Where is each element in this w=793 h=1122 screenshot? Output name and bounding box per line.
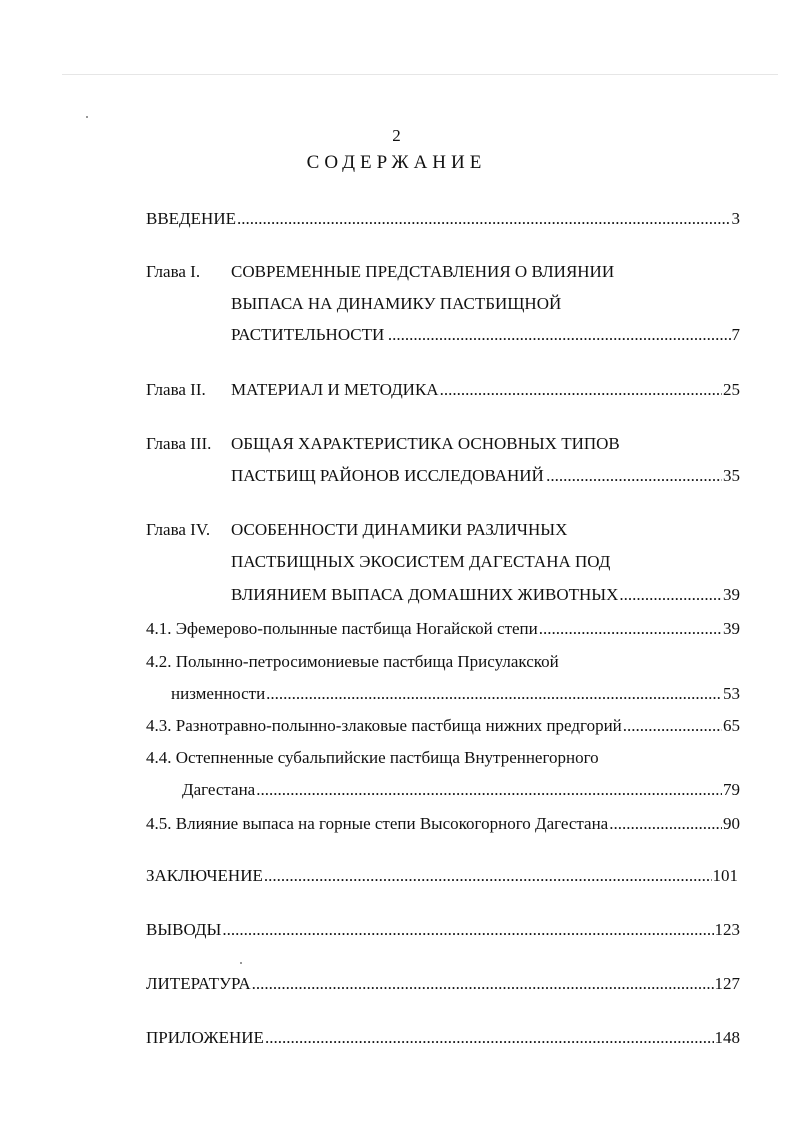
toc-entry-section-4-5[interactable]	[146, 814, 740, 834]
chapter-4-title-line-1[interactable]: ОСОБЕННОСТИ ДИНАМИКИ РАЗЛИЧНЫХ	[231, 520, 568, 539]
section-4-2-line-1[interactable]: 4.2. Полынно-петросимониевые пастбища Присулакской	[146, 652, 559, 671]
chapter-4-title-line-2[interactable]: ПАСТБИЩНЫХ ЭКОСИСТЕМ ДАГЕСТАНА ПОД	[231, 552, 611, 571]
toc-entry-text: 4.3. Разнотравно-полынно-злаковые пастбища нижних предгорий	[146, 716, 622, 735]
dot-leader	[539, 619, 722, 639]
toc-entry-text: ВЛИЯНИЕМ ВЫПАСА ДОМАШНИХ ЖИВОТНЫХ	[231, 585, 619, 604]
toc-entry-text: 4.5. Влияние выпаса на горные степи Высокогорного Дагестана	[146, 814, 609, 833]
chapter-4-label: Глава IV.	[146, 520, 211, 539]
dot-leader	[252, 974, 714, 994]
dot-leader	[264, 866, 712, 886]
toc-entry-chapter-3[interactable]	[231, 466, 740, 486]
toc-page-number: 53	[723, 684, 740, 703]
toc-entry-text: МАТЕРИАЛ И МЕТОДИКА	[231, 380, 439, 399]
page-number: 2	[392, 126, 401, 145]
toc-entry-findings[interactable]	[146, 920, 740, 940]
dot-leader	[266, 684, 722, 704]
toc-page-number: 25	[723, 380, 740, 399]
toc-entry-text: низменности	[171, 684, 266, 703]
toc-entry-chapter-2[interactable]	[231, 380, 740, 400]
dot-leader	[222, 920, 713, 940]
chapter-1-title-line-1[interactable]: СОВРЕМЕННЫЕ ПРЕДСТАВЛЕНИЯ О ВЛИЯНИИ	[231, 262, 615, 281]
toc-page-number: 7	[731, 325, 740, 344]
dot-leader	[619, 585, 722, 605]
toc-page-number: 127	[714, 974, 740, 993]
toc-page-number: 39	[723, 619, 740, 638]
dot-leader	[440, 380, 722, 400]
toc-entry-text: ВЫВОДЫ	[146, 920, 222, 939]
toc-entry-appendix[interactable]	[146, 1028, 740, 1048]
chapter-3-label: Глава III.	[146, 434, 212, 453]
toc-entry-text: ПРИЛОЖЕНИЕ	[146, 1028, 264, 1047]
section-4-4-line-1[interactable]: 4.4. Остепненные субальпийские пастбища Внутреннегорного	[146, 748, 599, 767]
toc-entry-chapter-4[interactable]	[231, 585, 740, 605]
dot-leader	[256, 780, 722, 800]
toc-entry-chapter-1[interactable]	[231, 325, 740, 345]
toc-page-number: 148	[714, 1028, 740, 1047]
toc-entry-section-4-2[interactable]	[171, 684, 740, 704]
toc-entry-text: РАСТИТЕЛЬНОСТИ	[231, 325, 385, 344]
toc-entry-text: ЗАКЛЮЧЕНИЕ	[146, 866, 263, 885]
toc-page-number: 35	[723, 466, 740, 485]
dot-leader	[609, 814, 722, 834]
toc-page-number: 90	[723, 814, 740, 833]
toc-page-number: 65	[723, 716, 740, 735]
toc-entry-intro[interactable]	[146, 209, 740, 229]
dot-leader	[237, 209, 731, 229]
chapter-3-title-line-1[interactable]: ОБЩАЯ ХАРАКТЕРИСТИКА ОСНОВНЫХ ТИПОВ	[231, 434, 620, 453]
toc-entry-section-4-4[interactable]	[182, 780, 740, 800]
toc-entry-text: ВВЕДЕНИЕ	[146, 209, 236, 228]
page-title: СОДЕРЖАНИЕ	[306, 152, 487, 173]
toc-entry-literature[interactable]	[146, 974, 740, 994]
chapter-2-label: Глава II.	[146, 380, 206, 399]
chapter-1-label: Глава I.	[146, 262, 201, 281]
toc-entry-text: Дагестана	[182, 780, 256, 799]
dot-leader	[265, 1028, 714, 1048]
scan-speck	[86, 116, 88, 118]
toc-entry-section-4-3[interactable]	[146, 716, 740, 736]
toc-page-number: 3	[731, 209, 740, 228]
toc-entry-section-4-1[interactable]	[146, 619, 740, 639]
toc-page-number: 123	[714, 920, 740, 939]
toc-page-number: 101	[712, 866, 738, 885]
toc-page-number: 79	[723, 780, 740, 799]
dot-leader	[623, 716, 722, 736]
toc-entry-text: ПАСТБИЩ РАЙОНОВ ИССЛЕДОВАНИЙ	[231, 466, 544, 485]
toc-entry-text: 4.1. Эфемерово-полынные пастбища Ногайской степи	[146, 619, 538, 638]
scan-edge-line	[62, 74, 778, 75]
dot-leader	[546, 466, 722, 486]
scan-speck	[240, 962, 242, 964]
toc-page-number: 39	[723, 585, 740, 604]
chapter-1-title-line-2[interactable]: ВЫПАСА НА ДИНАМИКУ ПАСТБИЩНОЙ	[231, 294, 562, 313]
dot-leader	[388, 325, 731, 345]
toc-entry-conclusion[interactable]	[146, 866, 738, 886]
toc-entry-text: ЛИТЕРАТУРА	[146, 974, 251, 993]
